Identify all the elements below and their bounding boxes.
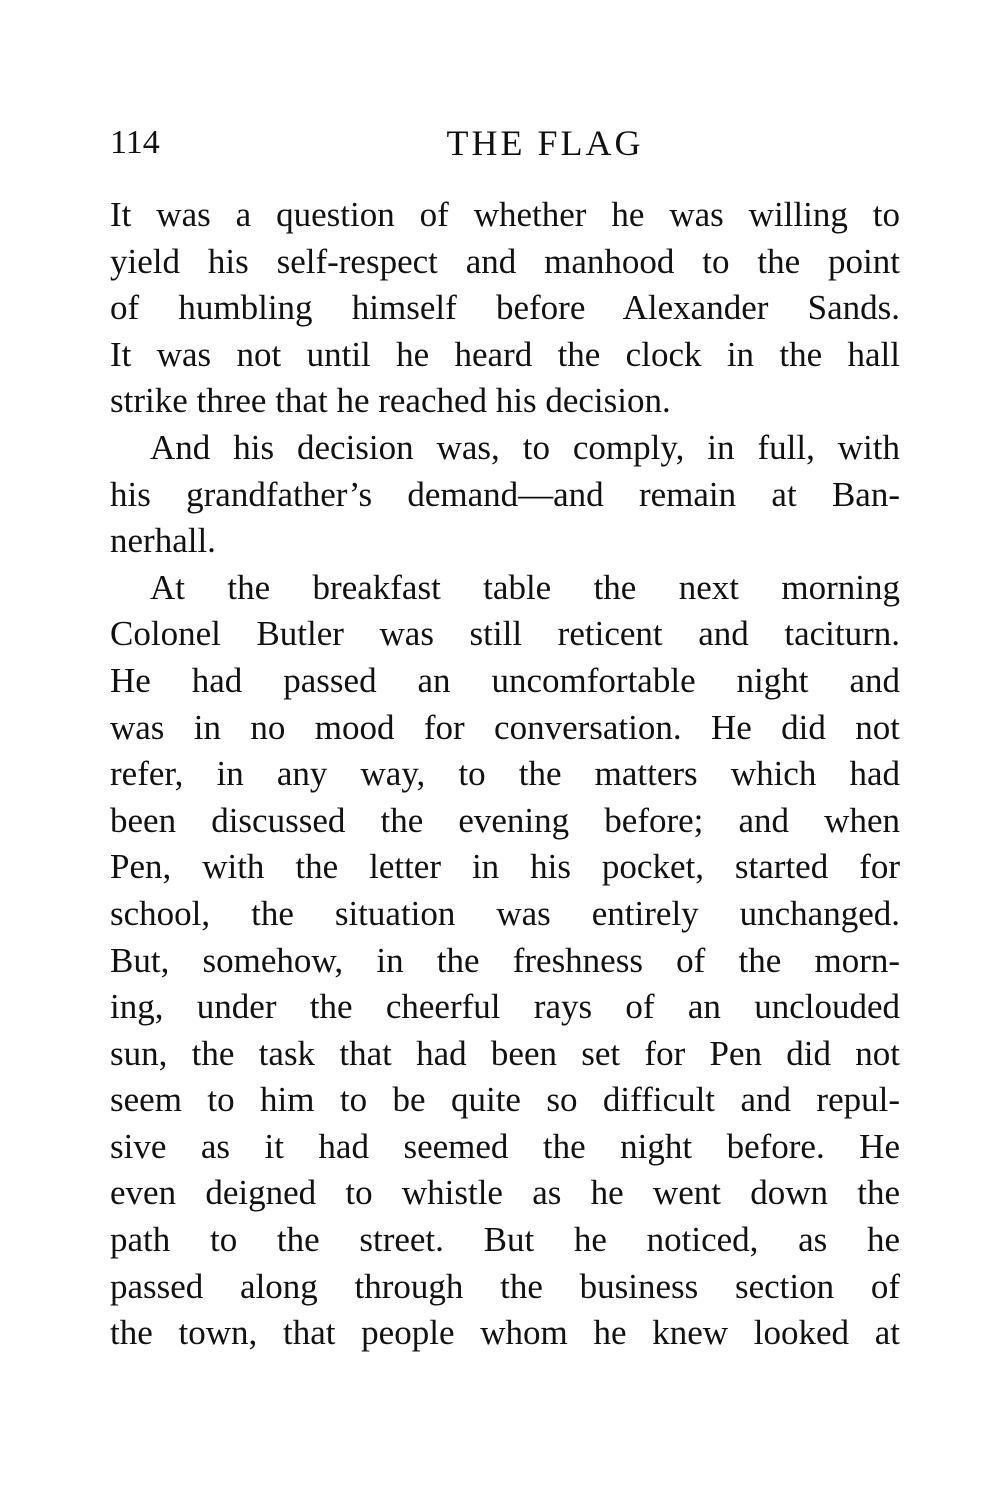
text-line: Colonel Butler was still reticent and taciturn. bbox=[110, 614, 900, 654]
text-line: school, the situation was entirely unchanged. bbox=[110, 893, 900, 933]
text-line: It was not until he heard the clock in the hall bbox=[110, 334, 900, 374]
text-line: of humbling himself before Alexander Sands. bbox=[110, 288, 900, 328]
page-number: 114 bbox=[110, 124, 160, 161]
text-line: even deigned to whistle as he went down the bbox=[110, 1173, 900, 1213]
text-line: He had passed an uncomfortable night and bbox=[110, 660, 900, 700]
running-title: THE FLAG bbox=[446, 123, 644, 163]
text-line: his grandfather’s demand—and remain at Ban- bbox=[110, 474, 900, 514]
text-line: yield his self-respect and manhood to the point bbox=[110, 241, 900, 281]
text-line: sive as it had seemed the night before. He bbox=[110, 1126, 900, 1166]
text-line: been discussed the evening before; and when bbox=[110, 800, 900, 840]
text-line: It was a question of whether he was willing to bbox=[110, 195, 900, 234]
text-line: sun, the task that had been set for Pen did not bbox=[110, 1033, 900, 1073]
text-line: refer, in any way, to the matters which had bbox=[110, 754, 900, 794]
body-text bbox=[110, 192, 900, 1357]
text-line: But, somehow, in the freshness of the morn- bbox=[110, 940, 900, 980]
text-line: nerhall. bbox=[110, 521, 216, 561]
text-line: seem to him to be quite so difficult and repul- bbox=[110, 1080, 900, 1120]
text-line: And his decision was, to comply, in full, with bbox=[150, 427, 900, 467]
text-line: strike three that he reached his decision. bbox=[110, 381, 671, 421]
text-line: was in no mood for conversation. He did not bbox=[110, 707, 900, 747]
text-line: Pen, with the letter in his pocket, started for bbox=[110, 847, 900, 887]
text-line: the town, that people whom he knew looked at bbox=[110, 1313, 900, 1353]
text-line: path to the street. But he noticed, as he bbox=[110, 1220, 900, 1260]
text-line: passed along through the business section of bbox=[110, 1266, 900, 1306]
text-line: At the breakfast table the next morning bbox=[150, 567, 900, 607]
running-head bbox=[110, 118, 900, 168]
text-line: ing, under the cheerful rays of an unclouded bbox=[110, 987, 900, 1027]
